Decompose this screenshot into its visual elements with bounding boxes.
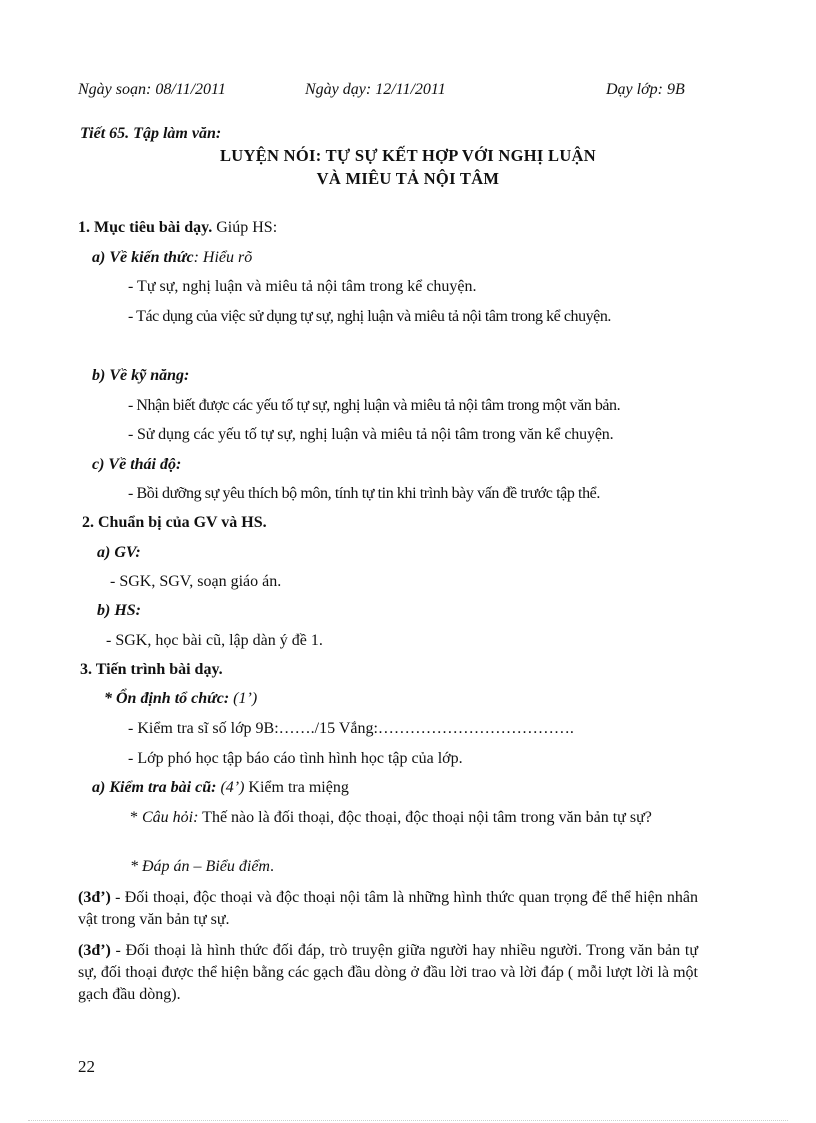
section1-a-item-1: - Tự sự, nghị luận và miêu tả nội tâm trong kể chuyện.: [128, 278, 477, 295]
section1-heading-text: 1. Mục tiêu bài dạy.: [78, 219, 213, 236]
lesson-label: Tiết 65. Tập làm văn:: [80, 125, 222, 142]
ondinh-line: [104, 689, 257, 709]
section1-a-tail: : Hiểu rõ: [193, 249, 253, 266]
section1-heading-tail: Giúp HS:: [212, 219, 278, 236]
ngay-soan: Ngày soạn: 08/11/2011: [78, 81, 226, 98]
section1-c-item-1: - Bồi dưỡng sự yêu thích bộ môn, tính tự tin khi trình bày vấn đề trước tập thể.: [128, 485, 600, 502]
kiemtra-label: a) Kiểm tra bài cũ:: [92, 779, 217, 796]
section1-a-label: a) Về kiến thức: [92, 249, 194, 266]
section1-heading: [78, 218, 277, 238]
kiemtra-tail: Kiểm tra miệng: [244, 779, 349, 796]
section1-b-label: b) Về kỹ năng:: [92, 367, 190, 384]
kiemtra-siso: - Kiểm tra sĩ số lớp 9B:……./15 Vắng:……………………………….: [128, 720, 574, 737]
ngay-day: Ngày dạy: 12/11/2011: [305, 81, 446, 98]
section3-heading: 3. Tiến trình bài dạy.: [80, 661, 223, 678]
section1-c-label: c) Về thái độ:: [92, 456, 182, 473]
answer-2-score: (3đ’): [78, 942, 111, 959]
section2-heading: 2. Chuẩn bị của GV và HS.: [82, 514, 267, 531]
dapan-line: [130, 857, 274, 877]
lopho-baocao: - Lớp phó học tập báo cáo tình hình học tập của lớp.: [128, 750, 463, 767]
kiemtra-time: (4’): [216, 779, 245, 796]
section1-a: [92, 248, 252, 268]
page-number: 22: [78, 1057, 95, 1076]
section1-b-item-1: - Nhận biết được các yếu tố tự sự, nghị luận và miêu tả nội tâm trong một văn bản.: [128, 397, 621, 414]
section2-a-item: - SGK, SGV, soạn giáo án.: [110, 573, 282, 590]
section1-b-item-2: - Sử dụng các yếu tố tự sự, nghị luận và miêu tả nội tâm trong văn kể chuyện.: [128, 426, 614, 443]
day-lop: Dạy lớp: 9B: [606, 81, 685, 98]
section2-a-label: a) GV:: [97, 544, 141, 561]
answer-2-paragraph: [78, 940, 698, 1006]
section2-b-label: b) HS:: [97, 602, 141, 619]
lesson-title-line1: LUYỆN NÓI: TỰ SỰ KẾT HỢP VỚI NGHỊ LUẬN: [220, 146, 596, 165]
cauhoi-text: Thế nào là đối thoại, độc thoại, độc thoại nội tâm trong văn bản tự sự?: [198, 809, 652, 826]
cauhoi-prefix: *: [130, 809, 142, 826]
kiemtra-baicu: [92, 778, 349, 798]
answer-1-paragraph: [78, 887, 698, 931]
answer-1-text: - Đối thoại, độc thoại và độc thoại nội tâm là những hình thức quan trọng để thể hiện nhân vật trong văn bản tự sự.: [78, 889, 698, 928]
answer-2-text: - Đối thoại là hình thức đối đáp, trò truyện giữa người hay nhiều người. Trong văn bản tự sự, đối thoại được thể hiện bằng các gạch đầu dòng ở đầu lời trao và lời đáp ( mỗi lượt lời là một gạch đầu dòng).: [78, 942, 698, 1003]
ondinh-time: (1’): [229, 690, 258, 707]
section2-b-item: - SGK, học bài cũ, lập dàn ý đề 1.: [106, 632, 323, 649]
dapan-dot: .: [269, 858, 274, 875]
cauhoi-paragraph: [78, 807, 698, 829]
page-bottom-divider: [28, 1120, 788, 1121]
section1-a-item-2: - Tác dụng của việc sử dụng tự sự, nghị luận và miêu tả nội tâm trong kể chuyện.: [128, 308, 611, 325]
cauhoi-label: Câu hỏi:: [142, 809, 199, 826]
dapan-label: * Đáp án – Biểu điểm: [130, 858, 270, 875]
answer-1-score: (3đ’): [78, 889, 111, 906]
ondinh-label: * Ổn định tổ chức:: [104, 690, 230, 707]
lesson-title-line2: VÀ MIÊU TẢ NỘI TÂM: [316, 169, 500, 188]
